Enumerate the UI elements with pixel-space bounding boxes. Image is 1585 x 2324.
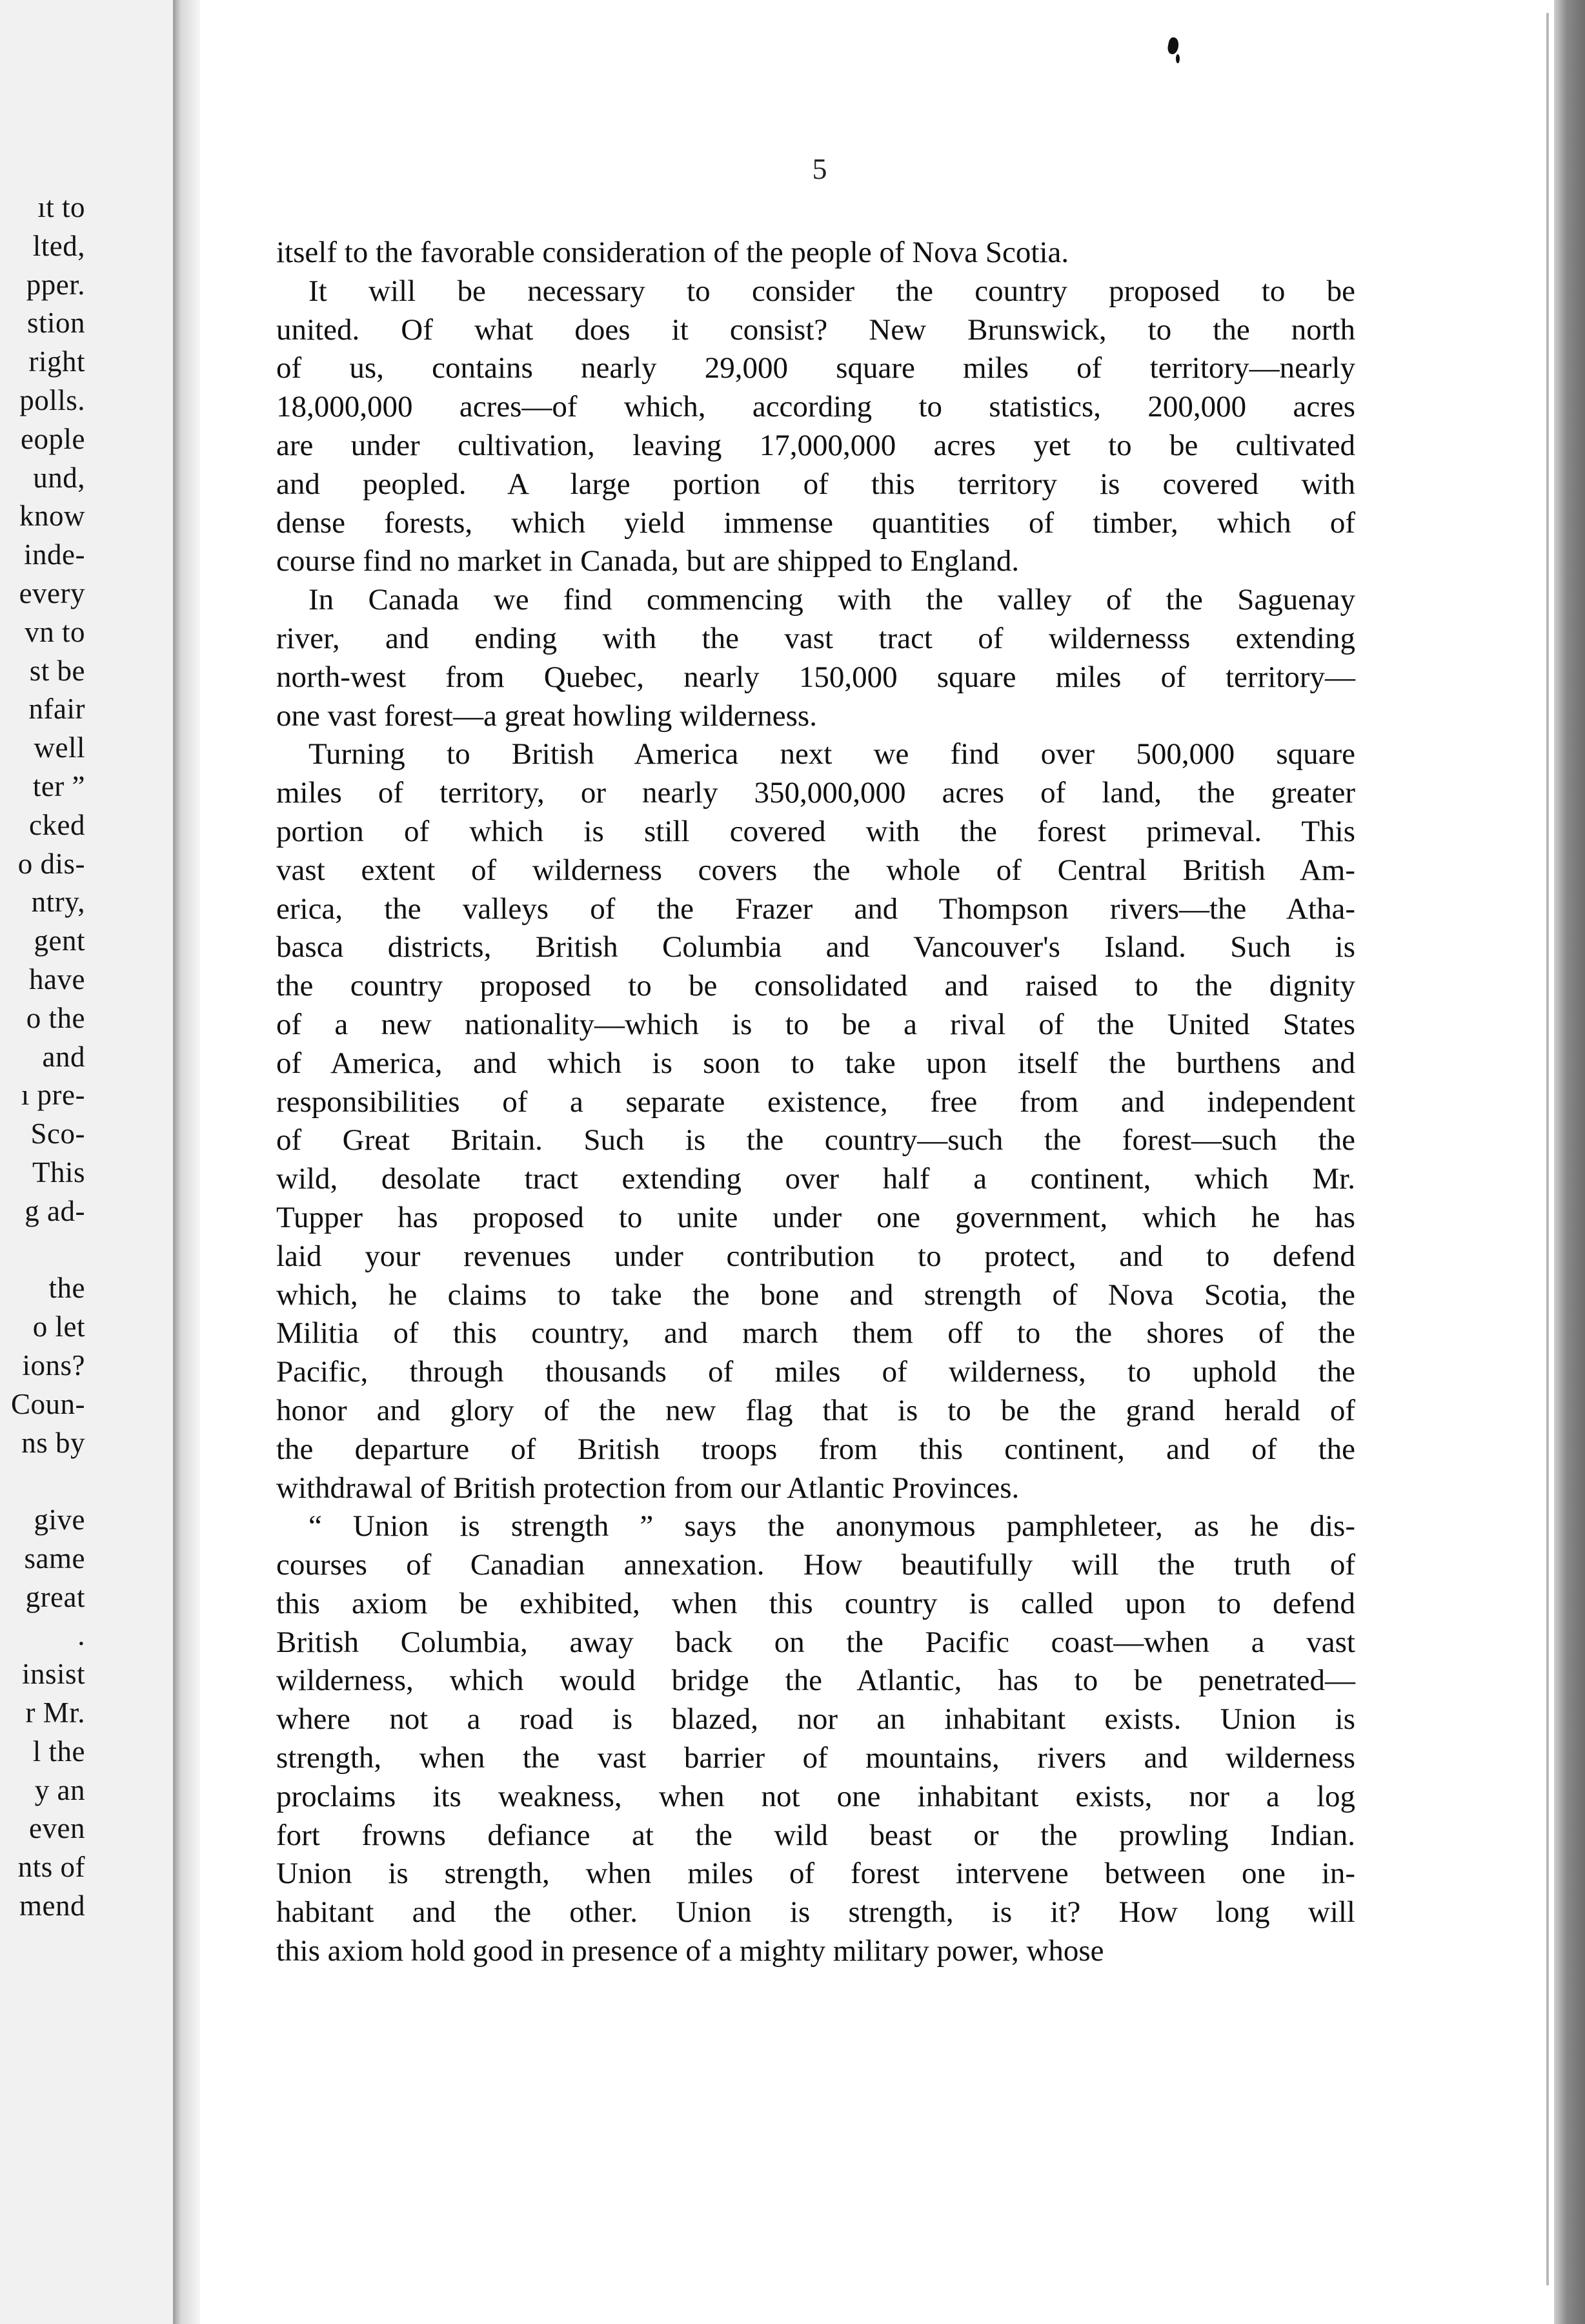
text-line: the country proposed to be consolidated and raised to the dignity [276,969,1355,1003]
facing-page-line: o dis- [17,847,85,880]
page-edge [1554,0,1585,2324]
text-line: wilderness, which would bridge the Atlantic, has to be penetrated— [276,1664,1355,1698]
facing-page-line: the [48,1272,85,1305]
facing-page-line: right [28,345,85,378]
facing-page-line: vn to [25,615,85,648]
facing-page-line: und, [33,461,85,494]
facing-page-line: inde- [24,538,85,571]
text-line: honor and glory of the new flag that is to be the grand herald of [276,1393,1355,1427]
text-line: miles of territory, or nearly 350,000,000 acres of land, the greater [276,776,1355,810]
text-line: north-west from Quebec, nearly 150,000 square miles of territory— [276,660,1355,694]
facing-page-line: nts of [17,1851,85,1884]
text-line: course find no market in Canada, but are shipped to England. [276,544,1020,578]
facing-page-line: st be [29,654,85,687]
ink-blot [1166,37,1180,56]
facing-page-line: ns by [21,1426,85,1459]
text-line: Tupper has proposed to unite under one government, which he has [276,1200,1355,1234]
facing-page-line: polls. [19,383,85,416]
text-line: courses of Canadian annexation. How beautifully will the truth of [276,1548,1355,1582]
facing-page-line: ntry, [31,886,85,919]
facing-page-line: give [34,1503,85,1536]
paragraph [276,234,1355,272]
text-line: Militia of this country, and march them off to the shores of the [276,1316,1355,1351]
facing-page-line: gent [34,924,85,957]
text-line: portion of which is still covered with the forest primeval. This [276,814,1355,848]
facing-page-line: ter ” [32,770,85,802]
paragraph [276,735,1355,1507]
text-line: the departure of British troops from this continent, and of the [276,1432,1355,1466]
text-line: Turning to British America next we find over 500,000 square [308,737,1355,771]
text-line: basca districts, British Columbia and Vancouver's Island. Such is [276,930,1355,964]
facing-page-line: and [42,1040,85,1073]
facing-page-line: great [25,1580,85,1613]
facing-page-line: mend [19,1890,85,1922]
text-line: It will be necessary to consider the country proposed to be [308,274,1355,308]
text-line: In Canada we find commencing with the valley of the Saguenay [308,583,1355,617]
page-edge-line [1546,13,1549,2285]
facing-page-line: pper. [26,268,85,301]
facing-page-line: cked [29,808,85,841]
text-line: of us, contains nearly 29,000 square miles of territory—nearly [276,351,1355,385]
text-line: are under cultivation, leaving 17,000,000 acres yet to be cultivated [276,428,1355,462]
facing-page-line: . [77,1619,85,1652]
facing-page-line: eople [21,422,85,455]
facing-page-line [0,1462,85,1501]
text-line: proclaims its weakness, when not one inhabitant exists, nor a log [276,1779,1355,1813]
body-text [276,234,1355,1971]
facing-page-line: r Mr. [25,1697,85,1729]
facing-page-line: y an [34,1773,85,1806]
page-number: 5 [812,152,827,185]
facing-page-line: Sco- [30,1117,85,1150]
facing-page-text [0,189,85,1926]
facing-page-line: ıt to [37,191,85,223]
text-line: laid your revenues under contribution to protect, and to defend [276,1239,1355,1273]
text-line: united. Of what does it consist? New Brunswick, to the north [276,312,1355,347]
text-line: and peopled. A large portion of this territory is covered with [276,467,1355,501]
facing-page-line: lted, [32,229,85,262]
facing-page-line: o let [32,1310,85,1343]
facing-page-line: know [19,500,85,533]
text-line: this axiom hold good in presence of a mighty military power, whose [276,1934,1104,1968]
facing-page-line: even [29,1812,85,1845]
text-line: one vast forest—a great howling wilderness. [276,698,817,733]
facing-page-line: every [19,576,85,609]
text-line: of Great Britain. Such is the country—such the forest—such the [276,1123,1355,1157]
ink-blot [1176,54,1180,63]
facing-page-line: ions? [22,1349,85,1381]
text-line: wild, desolate tract extending over half a continent, which Mr. [276,1162,1355,1196]
text-line: responsibilities of a separate existence, free from and independent [276,1085,1355,1119]
text-line: “ Union is strength ” says the anonymous pamphleteer, as he dis- [308,1509,1355,1544]
text-line: of America, and which is soon to take upon itself the burthens and [276,1046,1355,1080]
facing-page-line: insist [21,1658,85,1691]
text-line: erica, the valleys of the Frazer and Thompson rivers—the Atha- [276,892,1355,926]
facing-page-line: Coun- [11,1387,85,1420]
text-line: where not a road is blazed, nor an inhabitant exists. Union is [276,1702,1355,1737]
paragraph [276,272,1355,581]
facing-page-line [0,1231,85,1270]
text-line: dense forests, which yield immense quantities of timber, which of [276,505,1355,540]
facing-page-line: l the [32,1735,85,1768]
text-line: this axiom be exhibited, when this country is called upon to defend [276,1586,1355,1620]
text-line: British Columbia, away back on the Pacific coast—when a vast [276,1625,1355,1659]
gutter-shadow [173,0,200,2324]
text-line: strength, when the vast barrier of mountains, rivers and wilderness [276,1741,1355,1775]
text-line: which, he claims to take the bone and strength of Nova Scotia, the [276,1278,1355,1312]
text-line: river, and ending with the vast tract of wildernesss extending [276,621,1355,655]
facing-page-line: g ad- [25,1194,85,1227]
text-line: vast extent of wilderness covers the whole of Central British Am- [276,853,1355,887]
facing-page-line: This [32,1156,85,1188]
facing-page-line: nfair [28,693,85,726]
text-line: Union is strength, when miles of forest intervene between one in- [276,1857,1355,1891]
text-line: itself to the favorable consideration of the people of Nova Scotia. [276,236,1069,269]
text-line: withdrawal of British protection from our Atlantic Provinces. [276,1471,1020,1505]
facing-page-fragment [0,0,173,2324]
paragraph [276,1507,1355,1971]
facing-page-line: well [34,731,85,764]
text-line: Pacific, through thousands of miles of wilderness, to uphold the [276,1355,1355,1389]
text-line: fort frowns defiance at the wild beast or the prowling Indian. [276,1818,1355,1852]
facing-page-line: ı pre- [21,1079,85,1112]
text-line: 18,000,000 acres—of which, according to statistics, 200,000 acres [276,390,1355,424]
paragraph [276,581,1355,735]
text-line: of a new nationality—which is to be a rival of the United States [276,1007,1355,1041]
facing-page-line: same [24,1542,85,1575]
text-line: habitant and the other. Union is strength, is it? How long will [276,1895,1355,1930]
facing-page-line: have [29,963,85,995]
facing-page-line: o the [26,1001,85,1034]
facing-page-line: stion [26,307,85,340]
